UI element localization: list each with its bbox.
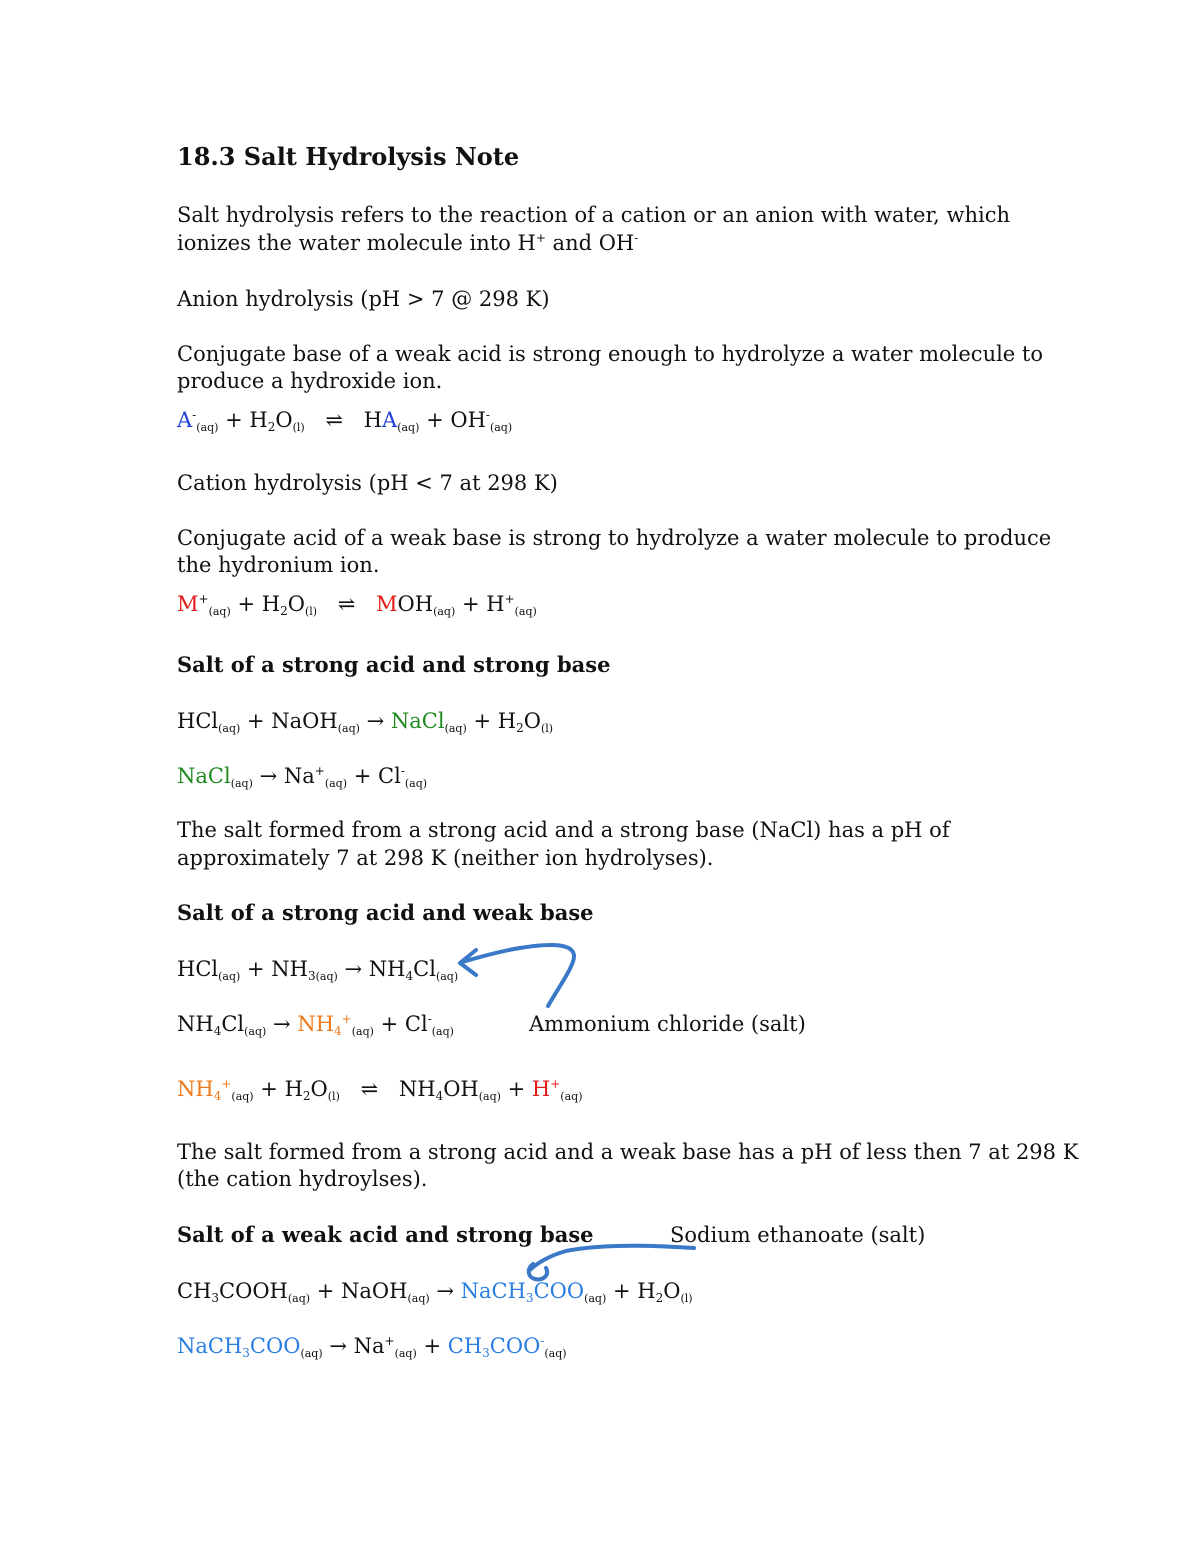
strong-strong-desc-line-2: approximately 7 at 298 K (neither ion hydrolyses). (177, 846, 714, 870)
sodium-ethanoate-annotation: Sodium ethanoate (salt) (670, 1223, 926, 1247)
sodium-ethanoate-pointer-arrow (530, 1246, 694, 1270)
intro-line-1: Salt hydrolysis refers to the reaction of a cation or an anion with water, which (177, 203, 1011, 227)
cation-hydrolysis-heading: Cation hydrolysis (pH < 7 at 298 K) (177, 471, 558, 495)
ammonium-chloride-annotation: Ammonium chloride (salt) (529, 1012, 806, 1036)
weak-acid-strong-base-heading: Salt of a weak acid and strong base (177, 1222, 594, 1247)
dissociation-equation-nacl: NaCl(aq) → Na+(aq) + Cl-(aq) (177, 764, 428, 790)
page-title: 18.3 Salt Hydrolysis Note (177, 142, 520, 171)
neutralization-equation-nach3coo: $CH_3COOH(aq)$ + NaOH(aq) → NaCH$_3$COO(aq) + $H_2O(l)$ (177, 1279, 693, 1305)
anion-desc-line-2: produce a hydroxide ion. (177, 369, 443, 393)
ammonium-chloride-arrowhead (460, 950, 476, 975)
anion-hydrolysis-heading: Anion hydrolysis (pH > 7 @ 298 K) (177, 287, 550, 311)
cation-desc-line-2: the hydronium ion. (177, 553, 380, 577)
hydrolysis-equation-nh4: $NH_4^+(aq) + H_2O(l)$ ⇌ $NH_4OH(aq) + H^+(aq)$ (177, 1077, 583, 1103)
anion-desc-line-1: Conjugate base of a weak acid is strong enough to hydrolyze a water molecule to (177, 342, 1043, 366)
strong-strong-desc-line-1: The salt formed from a strong acid and a strong base (NaCl) has a pH of (177, 818, 950, 842)
strong-acid-strong-base-heading: Salt of a strong acid and strong base (177, 652, 611, 677)
neutralization-equation-nacl: HCl(aq) + NaOH(aq) → NaCl(aq) + $H_2O(l)$ (177, 709, 554, 735)
dissociation-equation-nach3coo: NaCH$_3$COO(aq) → $Na^+(aq) + CH_3COO^-(aq)$ (177, 1334, 567, 1360)
cation-equation: $M^+(aq) + H_2O(l)$ ⇌ MOH(aq) + H+(aq) (177, 592, 537, 618)
strong-acid-weak-base-heading: Salt of a strong acid and weak base (177, 900, 594, 925)
strong-weak-desc-line-1: The salt formed from a strong acid and a weak base has a pH of less then 7 at 298 K (177, 1140, 1079, 1164)
cation-desc-line-1: Conjugate acid of a weak base is strong to hydrolyze a water molecule to produce (177, 526, 1052, 550)
dissociation-equation-nh4cl: $NH_4Cl(aq) \to NH_4^+(aq) + Cl^-(aq)$ (177, 1012, 454, 1038)
neutralization-equation-nh4cl: $HCl(aq) + NH_3(aq) \to NH_4Cl(aq)$ (177, 957, 459, 983)
ammonium-chloride-pointer-arrow (462, 945, 574, 1006)
strong-weak-desc-line-2: (the cation hydroylses). (177, 1167, 428, 1191)
anion-equation: $A^-(aq) + H_2O(l)$ ⇌ HA(aq) + OH-(aq) (177, 408, 513, 434)
intro-line-2: ionizes the water molecule into H+ and OH- (177, 231, 639, 255)
